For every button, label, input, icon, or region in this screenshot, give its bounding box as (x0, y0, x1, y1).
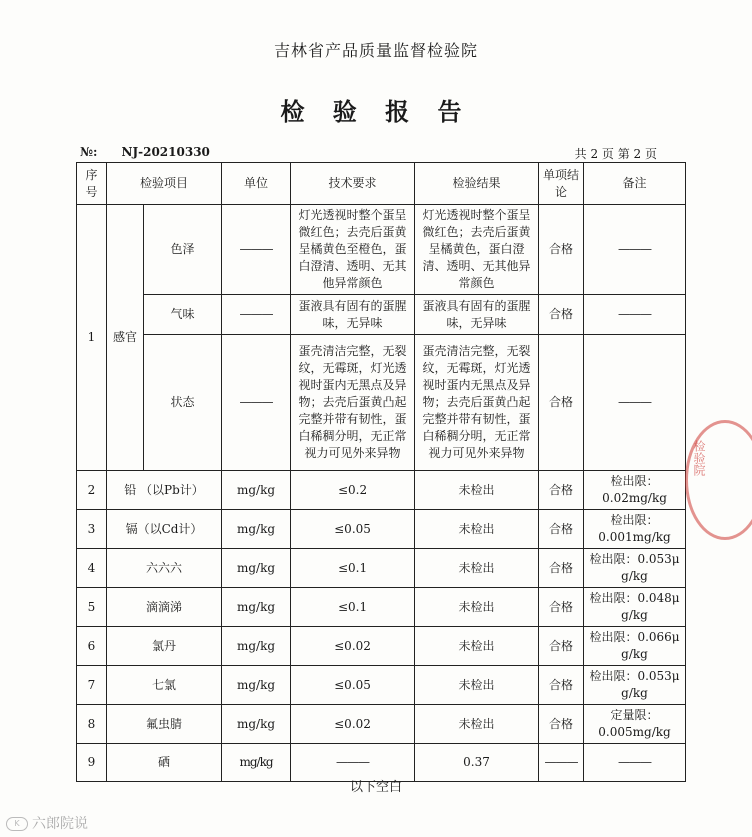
row-result: 未检出 (415, 588, 539, 627)
row-item: 氟虫腈 (107, 705, 222, 744)
row-unit: mg/kg (222, 666, 291, 705)
row-remark: 检出限：0.053μ g/kg (584, 666, 686, 705)
report-number-value: NJ-20210330 (121, 145, 210, 159)
watermark (6, 813, 88, 833)
row-unit: mg/kg (222, 744, 291, 782)
row-unit: mg/kg (222, 510, 291, 549)
table-row (77, 510, 686, 549)
row-remark: 定量限：0.005mg/kg (584, 705, 686, 744)
table-row (77, 335, 686, 471)
row-result: 未检出 (415, 471, 539, 510)
row-item: 色泽 (144, 205, 222, 295)
row-seq: 6 (77, 627, 107, 666)
row-remark: ——— (584, 744, 686, 782)
row-remark: 检出限：0.02mg/kg (584, 471, 686, 510)
row-item: 气味 (144, 295, 222, 335)
row-remark: ——— (584, 205, 686, 295)
row-remark: 检出限：0.048μ g/kg (584, 588, 686, 627)
header-conclusion: 单项结论 (539, 163, 584, 205)
row-conclusion: 合格 (539, 510, 584, 549)
results-table (76, 162, 686, 782)
table-row (77, 666, 686, 705)
row-seq: 3 (77, 510, 107, 549)
row-remark: ——— (584, 295, 686, 335)
row-conclusion: ——— (539, 744, 584, 782)
row-unit: mg/kg (222, 588, 291, 627)
row-unit: mg/kg (222, 471, 291, 510)
row-item: 镉（以Cd计） (107, 510, 222, 549)
row-requirement: 灯光透视时整个蛋呈微红色；去壳后蛋黄呈橘黄色至橙色，蛋白澄清、透明、无其他异常颜色 (291, 205, 415, 295)
row-result: 未检出 (415, 627, 539, 666)
row-conclusion: 合格 (539, 471, 584, 510)
table-header-row (77, 163, 686, 205)
row-unit: ——— (222, 295, 291, 335)
row-unit: mg/kg (222, 705, 291, 744)
org-name: 吉林省产品质量监督检验院 (273, 41, 478, 60)
row-conclusion: 合格 (539, 705, 584, 744)
header-item: 检验项目 (107, 163, 222, 205)
watermark-text: 六郎院说 (32, 816, 88, 832)
row-seq: 5 (77, 588, 107, 627)
report-number-label: №: (80, 145, 98, 159)
row-seq: 8 (77, 705, 107, 744)
row-category: 感官 (107, 205, 144, 471)
row-result: 未检出 (415, 705, 539, 744)
row-remark: 检出限：0.001mg/kg (584, 510, 686, 549)
report-number (80, 145, 210, 159)
header-unit: 单位 (222, 163, 291, 205)
header-result: 检验结果 (415, 163, 539, 205)
blank-note: 以下空白 (349, 780, 402, 795)
table-row (77, 705, 686, 744)
row-conclusion: 合格 (539, 205, 584, 295)
header-seq: 序号 (77, 163, 107, 205)
row-conclusion: 合格 (539, 549, 584, 588)
table-row (77, 549, 686, 588)
row-remark: 检出限：0.066μ g/kg (584, 627, 686, 666)
row-requirement: ≤0.05 (291, 510, 415, 549)
row-requirement: ≤0.05 (291, 666, 415, 705)
row-requirement: ≤0.1 (291, 549, 415, 588)
row-result: 蛋壳清洁完整，无裂纹，无霉斑，灯光透视时蛋内无黑点及异物；去壳后蛋黄凸起完整并带有韧性，蛋白稀稠分明，无正常视力可见外来异物 (415, 335, 539, 471)
row-unit: ——— (222, 205, 291, 295)
row-item: 六六六 (107, 549, 222, 588)
row-result: 灯光透视时整个蛋呈微红色；去壳后蛋黄呈橘黄色，蛋白澄清、透明、无其他异常颜色 (415, 205, 539, 295)
row-requirement: 蛋壳清洁完整，无裂纹，无霉斑，灯光透视时蛋内无黑点及异物；去壳后蛋黄凸起完整并带有韧性，蛋白稀稠分明，无正常视力可见外来异物 (291, 335, 415, 471)
row-seq: 9 (77, 744, 107, 782)
stamp-text: 检验院 (692, 440, 706, 476)
page-info: 共 2 页 第 2 页 (574, 147, 657, 161)
row-requirement: 蛋液具有固有的蛋腥味，无异味 (291, 295, 415, 335)
row-conclusion: 合格 (539, 335, 584, 471)
row-seq: 2 (77, 471, 107, 510)
row-item: 氯丹 (107, 627, 222, 666)
row-requirement: ≤0.1 (291, 588, 415, 627)
row-result: 未检出 (415, 666, 539, 705)
row-result: 未检出 (415, 549, 539, 588)
table-row (77, 588, 686, 627)
row-item: 七氯 (107, 666, 222, 705)
row-result: 蛋液具有固有的蛋腥味，无异味 (415, 295, 539, 335)
table-row (77, 471, 686, 510)
doc-title: 检 验 报 告 (280, 97, 472, 126)
row-seq: 1 (77, 205, 107, 471)
row-conclusion: 合格 (539, 588, 584, 627)
row-item: 硒 (107, 744, 222, 782)
row-requirement: ——— (291, 744, 415, 782)
row-remark: 检出限：0.053μ g/kg (584, 549, 686, 588)
header-requirement: 技术要求 (291, 163, 415, 205)
row-item: 铅 （以Pb计） (107, 471, 222, 510)
row-remark: ——— (584, 335, 686, 471)
header-remark: 备注 (584, 163, 686, 205)
row-requirement: ≤0.02 (291, 705, 415, 744)
row-conclusion: 合格 (539, 295, 584, 335)
row-item: 滴滴涕 (107, 588, 222, 627)
table-row (77, 627, 686, 666)
table-row (77, 295, 686, 335)
row-conclusion: 合格 (539, 666, 584, 705)
row-result: 0.37 (415, 744, 539, 782)
watermark-logo-icon: K (6, 817, 28, 831)
table-row (77, 205, 686, 295)
official-stamp (685, 420, 752, 540)
row-unit: mg/kg (222, 627, 291, 666)
row-unit: mg/kg (222, 549, 291, 588)
row-item: 状态 (144, 335, 222, 471)
row-requirement: ≤0.2 (291, 471, 415, 510)
row-seq: 4 (77, 549, 107, 588)
row-conclusion: 合格 (539, 627, 584, 666)
row-unit: ——— (222, 335, 291, 471)
row-requirement: ≤0.02 (291, 627, 415, 666)
row-result: 未检出 (415, 510, 539, 549)
row-seq: 7 (77, 666, 107, 705)
